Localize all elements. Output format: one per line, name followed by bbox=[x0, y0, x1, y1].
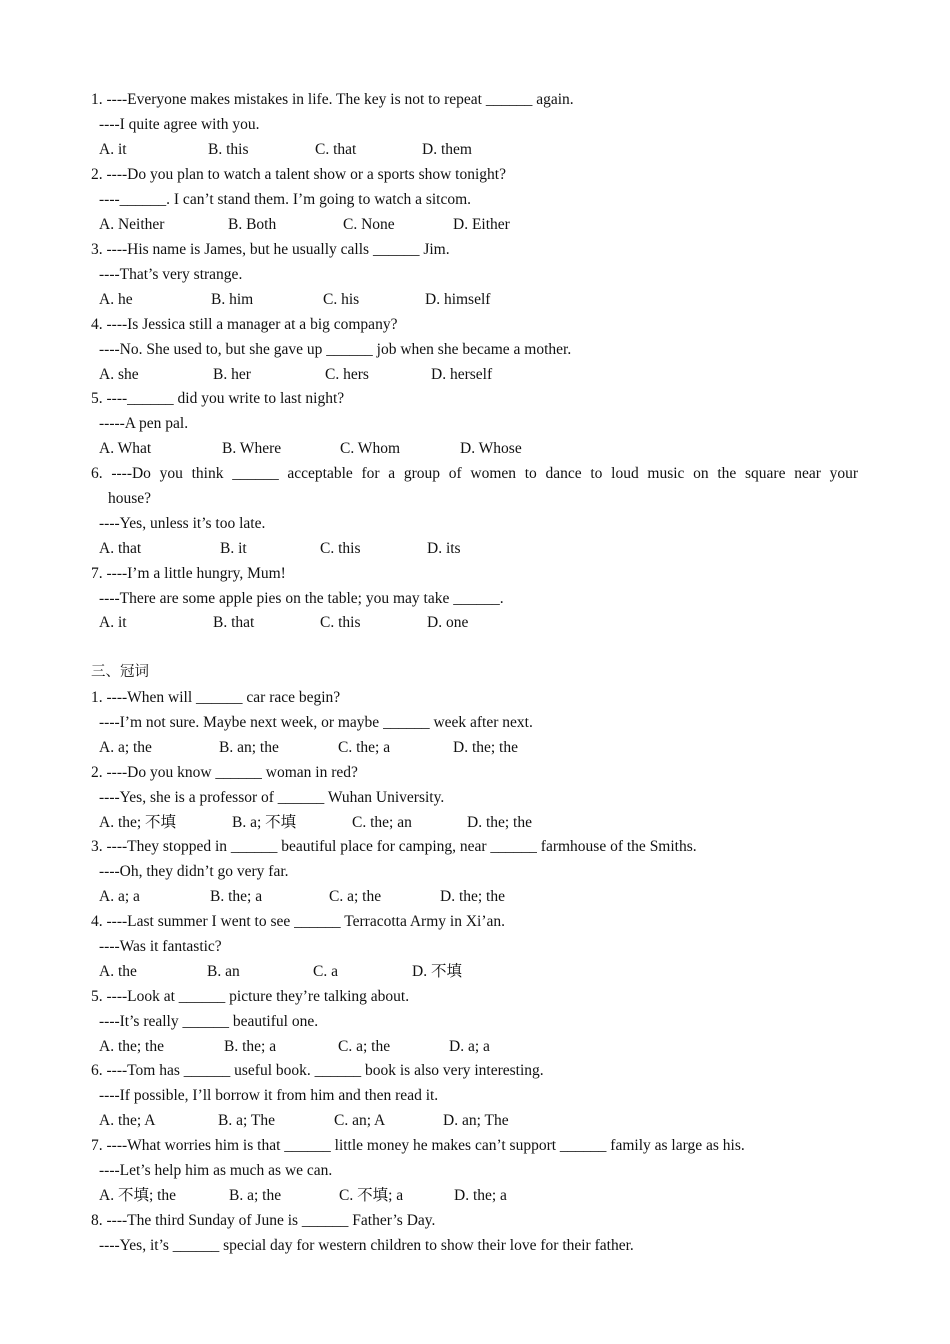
option-a: A. it bbox=[99, 614, 127, 631]
option-c: C. 不填; a bbox=[339, 1187, 404, 1204]
option-d: D. one bbox=[427, 614, 469, 631]
question-reply: ----It’s really ______ beautiful one. bbox=[99, 1013, 319, 1030]
option-b: B. Where bbox=[222, 440, 282, 457]
option-c: C. the; a bbox=[338, 739, 391, 756]
question-stem: 1. ----When will ______ car race begin? bbox=[91, 689, 341, 706]
question-stem: 5. ----______ did you write to last night? bbox=[91, 390, 345, 407]
option-d: D. the; the bbox=[467, 814, 532, 831]
option-a: A. a; the bbox=[99, 739, 152, 756]
question-reply: ----If possible, I’ll borrow it from him and then read it. bbox=[99, 1087, 439, 1104]
option-b: B. Both bbox=[228, 216, 277, 233]
option-b: B. her bbox=[213, 366, 251, 383]
option-b: B. this bbox=[208, 141, 249, 158]
option-b: B. a; 不填 bbox=[232, 814, 297, 831]
question-reply: ----Oh, they didn’t go very far. bbox=[99, 863, 289, 880]
option-a: A. a; a bbox=[99, 888, 140, 905]
question-reply: ----No. She used to, but she gave up ______ job when she became a mother. bbox=[99, 341, 572, 358]
question-stem: 7. ----I’m a little hungry, Mum! bbox=[91, 565, 286, 582]
question-stem: 2. ----Do you plan to watch a talent show or a sports show tonight? bbox=[91, 166, 506, 183]
option-d: D. them bbox=[422, 141, 472, 158]
question-reply: ----______. I can’t stand them. I’m going to watch a sitcom. bbox=[99, 191, 472, 208]
option-d: D. its bbox=[427, 540, 461, 557]
option-a: A. the bbox=[99, 963, 137, 980]
question-stem: 6. ----Tom has ______ useful book. ______ book is also very interesting. bbox=[91, 1062, 544, 1079]
option-c: C. his bbox=[323, 291, 360, 308]
option-c: C. a bbox=[313, 963, 338, 980]
option-a: A. the; A bbox=[99, 1112, 156, 1129]
option-b: B. the; a bbox=[224, 1038, 277, 1055]
option-a: A. it bbox=[99, 141, 127, 158]
option-a: A. the; 不填 bbox=[99, 814, 177, 831]
option-d: D. Whose bbox=[460, 440, 522, 457]
option-a: A. he bbox=[99, 291, 133, 308]
option-b: B. that bbox=[213, 614, 255, 631]
question-stem: 3. ----They stopped in ______ beautiful place for camping, near ______ farmhouse of the Smiths. bbox=[91, 838, 697, 855]
option-c: C. that bbox=[315, 141, 357, 158]
option-c: C. an; A bbox=[334, 1112, 386, 1129]
option-a: A. Neither bbox=[99, 216, 165, 233]
section-heading: 三、冠词 bbox=[91, 664, 149, 680]
option-d: D. himself bbox=[425, 291, 491, 308]
option-c: C. the; an bbox=[352, 814, 412, 831]
question-reply: ----That’s very strange. bbox=[99, 266, 243, 283]
question-stem: 6. ----Do you think ______ acceptable for a group of women to dance to loud music on the square near your bbox=[91, 465, 858, 482]
question-reply: ----There are some apple pies on the table; you may take ______. bbox=[99, 590, 504, 607]
option-a: A. 不填; the bbox=[99, 1187, 177, 1204]
option-a: A. that bbox=[99, 540, 142, 557]
question-stem: 7. ----What worries him is that ______ little money he makes can’t support ______ family as large as his. bbox=[91, 1137, 745, 1154]
option-b: B. a; the bbox=[229, 1187, 282, 1204]
question-reply: ----I’m not sure. Maybe next week, or maybe ______ week after next. bbox=[99, 714, 533, 731]
option-b: B. it bbox=[220, 540, 247, 557]
option-d: D. Either bbox=[453, 216, 510, 233]
option-c: C. a; the bbox=[338, 1038, 391, 1055]
question-stem: 4. ----Last summer I went to see ______ Terracotta Army in Xi’an. bbox=[91, 913, 505, 930]
option-b: B. an; the bbox=[219, 739, 279, 756]
option-b: B. a; The bbox=[218, 1112, 275, 1129]
question-reply: ----Was it fantastic? bbox=[99, 938, 222, 955]
question-stem: 3. ----His name is James, but he usually calls ______ Jim. bbox=[91, 241, 450, 258]
option-b: B. an bbox=[207, 963, 240, 980]
question-reply: ----Yes, she is a professor of ______ Wuhan University. bbox=[99, 789, 445, 806]
question-stem: 5. ----Look at ______ picture they’re talking about. bbox=[91, 988, 410, 1005]
question-stem: 2. ----Do you know ______ woman in red? bbox=[91, 764, 358, 781]
option-c: C. None bbox=[343, 216, 395, 233]
option-c: C. hers bbox=[325, 366, 369, 383]
option-c: C. a; the bbox=[329, 888, 382, 905]
question-reply: ----Yes, unless it’s too late. bbox=[99, 515, 266, 532]
option-a: A. What bbox=[99, 440, 152, 457]
option-b: B. him bbox=[211, 291, 254, 308]
option-d: D. an; The bbox=[443, 1112, 509, 1129]
question-reply: ----Yes, it’s ______ special day for western children to show their love for their father. bbox=[99, 1237, 634, 1254]
question-stem: 1. ----Everyone makes mistakes in life. The key is not to repeat ______ again. bbox=[91, 91, 574, 108]
question-stem: 8. ----The third Sunday of June is ______ Father’s Day. bbox=[91, 1212, 436, 1229]
option-c: C. Whom bbox=[340, 440, 400, 457]
option-d: D. herself bbox=[431, 366, 493, 383]
question-stem: 4. ----Is Jessica still a manager at a big company? bbox=[91, 316, 398, 333]
question-stem-continuation: house? bbox=[108, 490, 152, 507]
question-reply: ----Let’s help him as much as we can. bbox=[99, 1162, 333, 1179]
option-a: A. the; the bbox=[99, 1038, 164, 1055]
option-c: C. this bbox=[320, 540, 361, 557]
option-d: D. the; the bbox=[440, 888, 505, 905]
option-d: D. the; the bbox=[453, 739, 518, 756]
question-reply: -----A pen pal. bbox=[99, 415, 189, 432]
option-c: C. this bbox=[320, 614, 361, 631]
option-d: D. the; a bbox=[454, 1187, 507, 1204]
option-d: D. 不填 bbox=[412, 963, 462, 980]
option-b: B. the; a bbox=[210, 888, 263, 905]
option-d: D. a; a bbox=[449, 1038, 490, 1055]
question-reply: ----I quite agree with you. bbox=[99, 116, 260, 133]
option-a: A. she bbox=[99, 366, 139, 383]
